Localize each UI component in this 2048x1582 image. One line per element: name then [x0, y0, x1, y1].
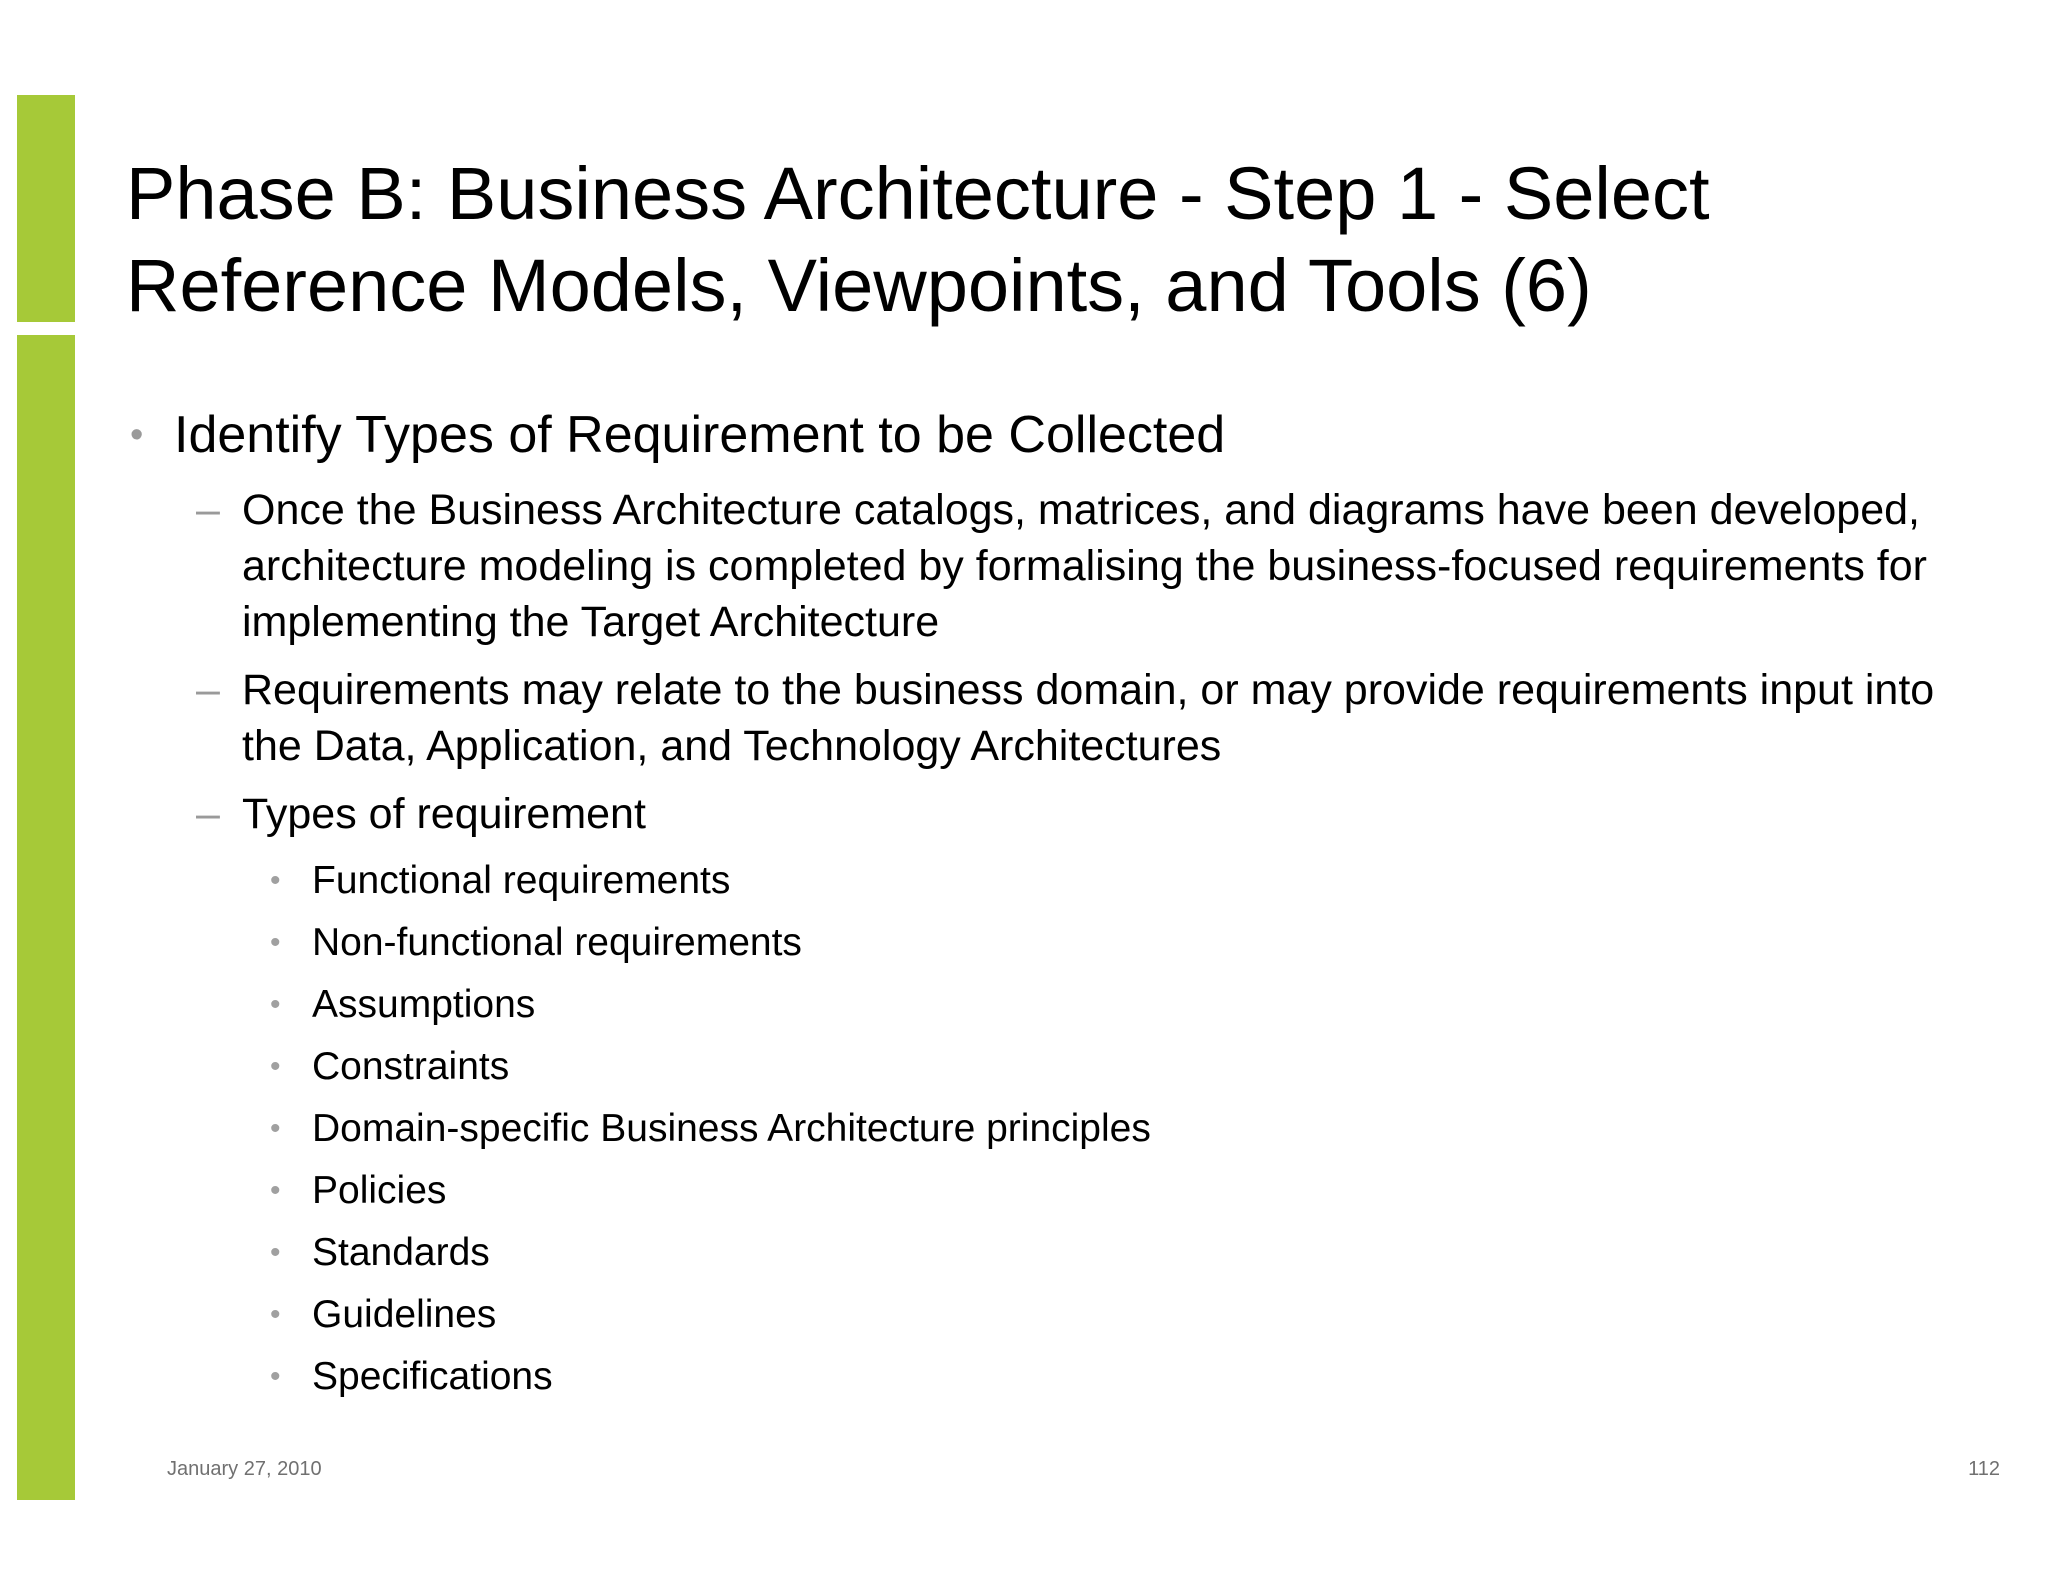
list-item-text: Non-functional requirements — [312, 921, 802, 964]
list-item — [270, 974, 1976, 1036]
dash-icon: – — [196, 790, 220, 838]
list-item — [270, 912, 1976, 974]
bullet-dot-icon: • — [270, 1360, 281, 1393]
subitem-2-text: Requirements may relate to the business domain, or may provide requirements input into the Data, Application, and Technology Architectures — [242, 666, 1935, 770]
subitem-1-text: Once the Business Architecture catalogs, matrices, and diagrams have been developed, architecture modeling is completed by formalising the business-focused requirements for implementing the Target Architecture — [242, 486, 1927, 646]
subitem-3-text: Types of requirement — [242, 790, 646, 838]
list-item — [270, 1346, 1976, 1408]
dash-icon: – — [196, 666, 220, 714]
bullet-level1-text: Identify Types of Requirement to be Collected — [174, 406, 1226, 464]
list-item — [270, 1284, 1976, 1346]
dash-icon: – — [196, 486, 220, 534]
slide-content — [126, 400, 1976, 1408]
page-number: 112 — [1968, 1458, 2000, 1480]
slide-title: Phase B: Business Architecture - Step 1 - Select Reference Models, Viewpoints, and Tools (6) — [126, 152, 1710, 327]
accent-bar-top — [17, 95, 75, 322]
list-item — [270, 1222, 1976, 1284]
subitem-3 — [196, 786, 1976, 842]
list-item — [270, 1098, 1976, 1160]
requirement-types-list — [126, 850, 1976, 1408]
list-item-text: Guidelines — [312, 1293, 497, 1336]
footer-date: January 27, 2010 — [167, 1458, 322, 1480]
subitem-2 — [196, 662, 1976, 774]
subitem-1 — [196, 482, 1976, 650]
accent-bar-bottom — [17, 335, 75, 1500]
bullet-level1 — [126, 400, 1976, 470]
list-item-text: Domain-specific Business Architecture principles — [312, 1107, 1151, 1150]
list-item — [270, 850, 1976, 912]
bullet-dot-icon: • — [270, 1174, 281, 1207]
list-item-text: Assumptions — [312, 983, 536, 1026]
bullet-dot-icon: • — [270, 988, 281, 1021]
bullet-dot-icon: • — [270, 1050, 281, 1083]
list-item-text: Constraints — [312, 1045, 510, 1088]
bullet-dot-icon: • — [270, 1298, 281, 1331]
list-item-text: Standards — [312, 1231, 490, 1274]
list-item-text: Specifications — [312, 1355, 553, 1398]
list-item — [270, 1160, 1976, 1222]
list-item-text: Policies — [312, 1169, 447, 1212]
bullet-dot-icon: • — [130, 414, 144, 456]
bullet-dot-icon: • — [270, 1236, 281, 1269]
list-item — [270, 1036, 1976, 1098]
list-item-text: Functional requirements — [312, 859, 731, 902]
bullet-dot-icon: • — [270, 926, 281, 959]
bullet-dot-icon: • — [270, 864, 281, 897]
bullet-dot-icon: • — [270, 1112, 281, 1145]
